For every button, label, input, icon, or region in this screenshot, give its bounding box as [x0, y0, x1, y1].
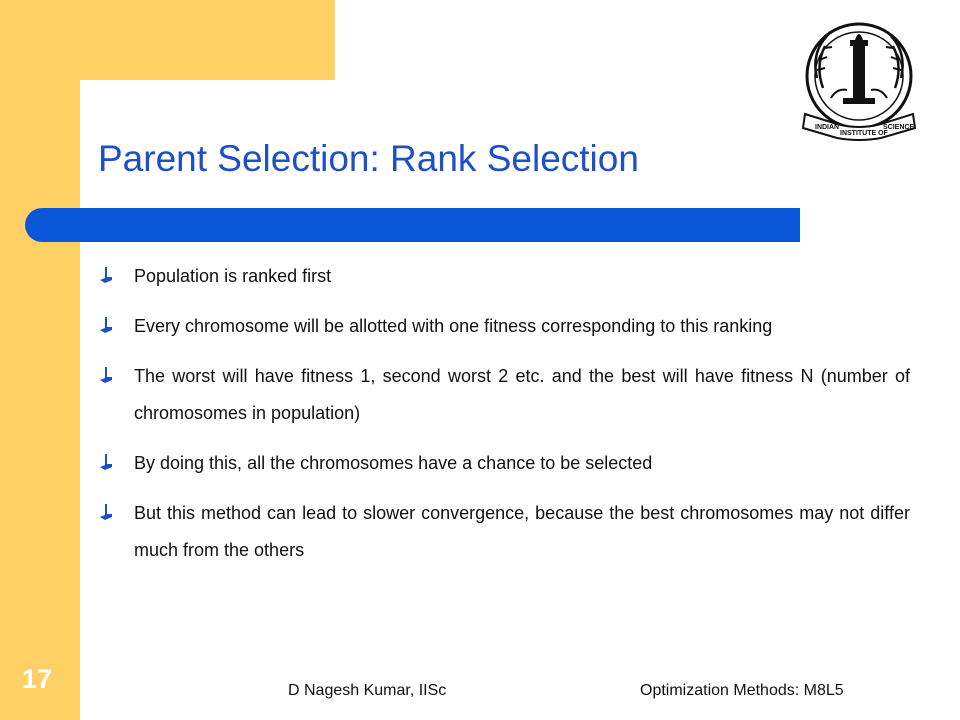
bullet-text: By doing this, all the chromosomes have a chance to be selected [134, 453, 653, 473]
left-decorative-band [0, 0, 80, 720]
bullet-arrow-icon [100, 504, 112, 520]
iisc-logo-emblem [797, 18, 927, 142]
bullet-item [100, 258, 910, 295]
title-underline-bar [25, 208, 800, 242]
bullet-item [100, 308, 910, 345]
top-decorative-band [0, 0, 335, 80]
bullet-text: Population is ranked first [134, 266, 332, 286]
bullet-arrow-icon [100, 367, 112, 383]
logo-text-mid: INSTITUTE OF [840, 130, 888, 137]
footer-author: D Nagesh Kumar, IISc [288, 682, 447, 699]
bullet-item [100, 445, 910, 482]
bullet-text: But this method can lead to slower convergence, because the best chromosomes may not differ much from the others [134, 503, 910, 560]
logo-text-left: INDIAN [815, 124, 840, 131]
logo-text-right: SCIENCE [883, 124, 915, 131]
bullet-arrow-icon [100, 454, 112, 470]
slide-title: Parent Selection: Rank Selection [98, 138, 639, 179]
slide-number: 17 [22, 664, 53, 694]
bullet-text: Every chromosome will be allotted with one fitness corresponding to this ranking [134, 316, 773, 336]
bullet-arrow-icon [100, 317, 112, 333]
bullet-text: The worst will have fitness 1, second worst 2 etc. and the best will have fitness N (number of chromosomes in population) [134, 366, 910, 423]
bullet-arrow-icon [100, 267, 112, 283]
bullet-item [100, 358, 910, 432]
bullet-item [100, 495, 910, 569]
footer-course: Optimization Methods: M8L5 [640, 682, 844, 699]
bullet-list [100, 258, 910, 582]
